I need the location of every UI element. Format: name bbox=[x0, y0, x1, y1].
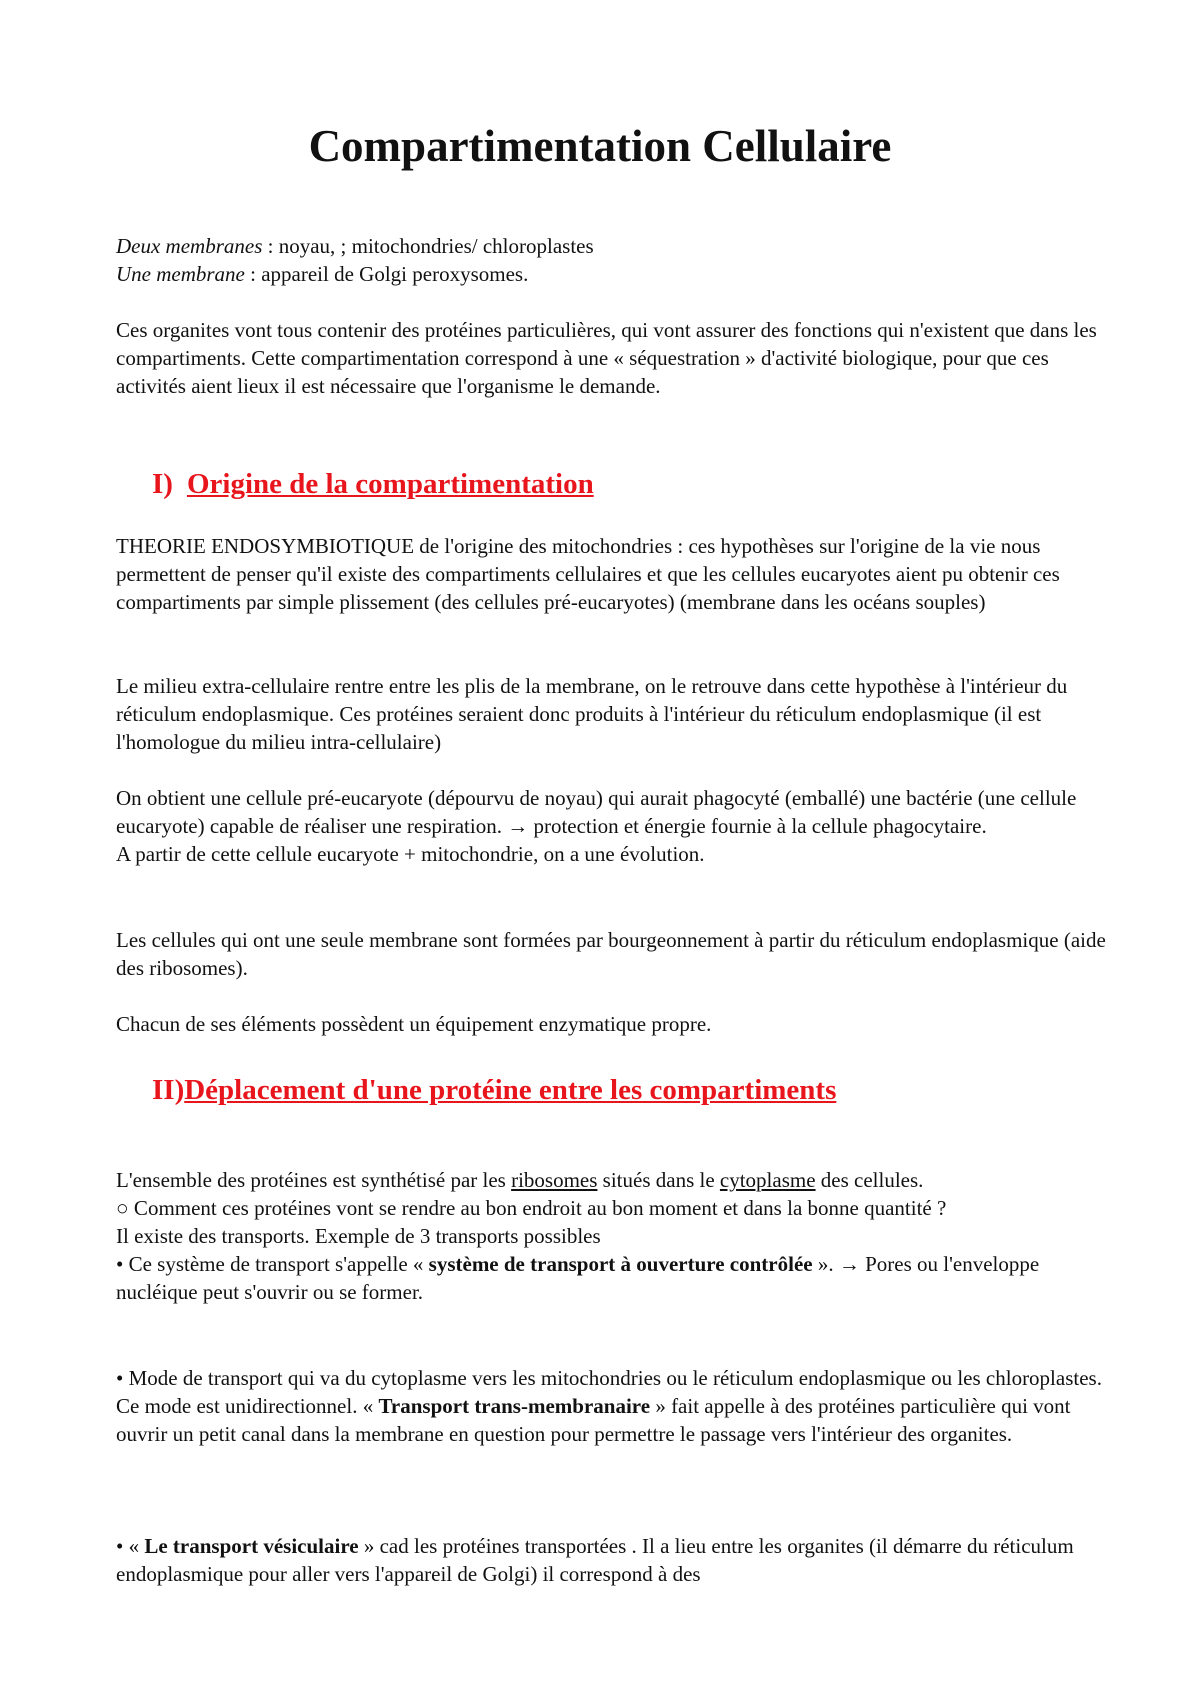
page-title: Compartimentation Cellulaire bbox=[308, 121, 892, 171]
transport-3-name: Le transport vésiculaire bbox=[144, 1534, 359, 1558]
section1-number: I) bbox=[152, 468, 173, 500]
section2-text: ». → Pores ou l'enveloppe nucléique peut s'ouvrir ou se former. bbox=[116, 1252, 1040, 1304]
section2-text: • Mode de transport qui va du cytoplasme vers les mitochondries ou le réticulum endoplasmique ou les chloroplastes. Ce mode est unidirectionnel. « bbox=[116, 1366, 1102, 1418]
section1-paragraph-3 bbox=[116, 784, 1116, 868]
intro-label-two-membranes: Deux membranes bbox=[116, 234, 263, 258]
section1-heading bbox=[152, 466, 594, 502]
transport-item-3 bbox=[116, 1532, 1116, 1588]
intro-membranes bbox=[116, 232, 1116, 288]
section1-paragraph-4: Les cellules qui ont une seule membrane sont formées par bourgeonnement à partir du réticulum endoplasmique (aide des ribosomes). bbox=[116, 928, 1106, 980]
section2-number: II) bbox=[152, 1074, 185, 1106]
transport-2-name: Transport trans-membranaire bbox=[378, 1394, 651, 1418]
intro-line-two-membranes bbox=[116, 232, 1116, 260]
section2-intro-line-2: ○ Comment ces protéines vont se rendre au bon endroit au bon moment et dans la bonne quantité ? bbox=[116, 1196, 947, 1220]
section2-text: • Ce système de transport s'appelle « bbox=[116, 1252, 429, 1276]
transport-item-1 bbox=[116, 1250, 1116, 1306]
section2-text: des cellules. bbox=[815, 1168, 924, 1192]
section1-paragraph-1: THEORIE ENDOSYMBIOTIQUE de l'origine des mitochondries : ces hypothèses sur l'origine de la vie nous permettent de penser qu'il existe des compartiments cellulaires et que les cellules eucaryotes aient pu obtenir ces compartiments par simple plissement (des cellules pré-eucaryotes) (membrane dans les océans souples) bbox=[116, 534, 1060, 614]
transport-item-2 bbox=[116, 1364, 1116, 1448]
section1-title: Origine de la compartimentation bbox=[186, 468, 594, 500]
intro-text-one-membrane: : appareil de Golgi peroxysomes. bbox=[244, 262, 529, 286]
section2-text: • « bbox=[116, 1534, 145, 1558]
transport-1-name: système de transport à ouverture contrôlée bbox=[428, 1252, 813, 1276]
section2-intro-line-1 bbox=[116, 1166, 1116, 1194]
intro-line-one-membrane bbox=[116, 260, 1116, 288]
section2-title: Déplacement d'une protéine entre les compartiments bbox=[184, 1074, 837, 1106]
section2-text: » cad les protéines transportées . Il a lieu entre les organites (il démarre du réticulum endoplasmique pour aller vers l'appareil de Golgi) il correspond à des bbox=[116, 1534, 1074, 1586]
section1-paragraph-5: Chacun de ses éléments possèdent un équipement enzymatique propre. bbox=[116, 1012, 712, 1036]
section1-paragraph-3-text: On obtient une cellule pré-eucaryote (dépourvu de noyau) qui aurait phagocyté (emballé) une bactérie (une cellule eucaryote) capable de réaliser une respiration. → protection et énergie fournie à la cellule phagocytaire. bbox=[116, 786, 1077, 838]
section2-text: situés dans le bbox=[597, 1168, 720, 1192]
section2-heading bbox=[152, 1072, 836, 1108]
intro-paragraph: Ces organites vont tous contenir des protéines particulières, qui vont assurer des fonctions qui n'existent que dans les compartiments. Cette compartimentation correspond à une « séquestration » d'activité biologique, pour que ces activités aient lieux il est nécessaire que l'organisme le demande. bbox=[116, 318, 1097, 398]
section2-text: » fait appelle à des protéines particulière qui vont ouvrir un petit canal dans la membrane en question pour permettre le passage vers l'intérieur des organites. bbox=[116, 1394, 1071, 1446]
intro-text-two-membranes: : noyau, ; mitochondries/ chloroplastes bbox=[262, 234, 594, 258]
section1-paragraph-2: Le milieu extra-cellulaire rentre entre les plis de la membrane, on le retrouve dans cette hypothèse à l'intérieur du réticulum endoplasmique. Ces protéines seraient donc produits à l'intérieur du réticulum endoplasmique (il est l'homologue du milieu intra-cellulaire) bbox=[116, 674, 1068, 754]
section1-paragraph-3-line: A partir de cette cellule eucaryote + mitochondrie, on a une évolution. bbox=[116, 842, 705, 866]
section2-intro-line-3: Il existe des transports. Exemple de 3 transports possibles bbox=[116, 1224, 601, 1248]
section2-intro bbox=[116, 1166, 1116, 1306]
ribosomes-term: ribosomes bbox=[511, 1168, 598, 1192]
intro-label-one-membrane: Une membrane bbox=[116, 262, 245, 286]
section2-text: L'ensemble des protéines est synthétisé par les bbox=[116, 1168, 512, 1192]
cytoplasme-term: cytoplasme bbox=[719, 1168, 816, 1192]
